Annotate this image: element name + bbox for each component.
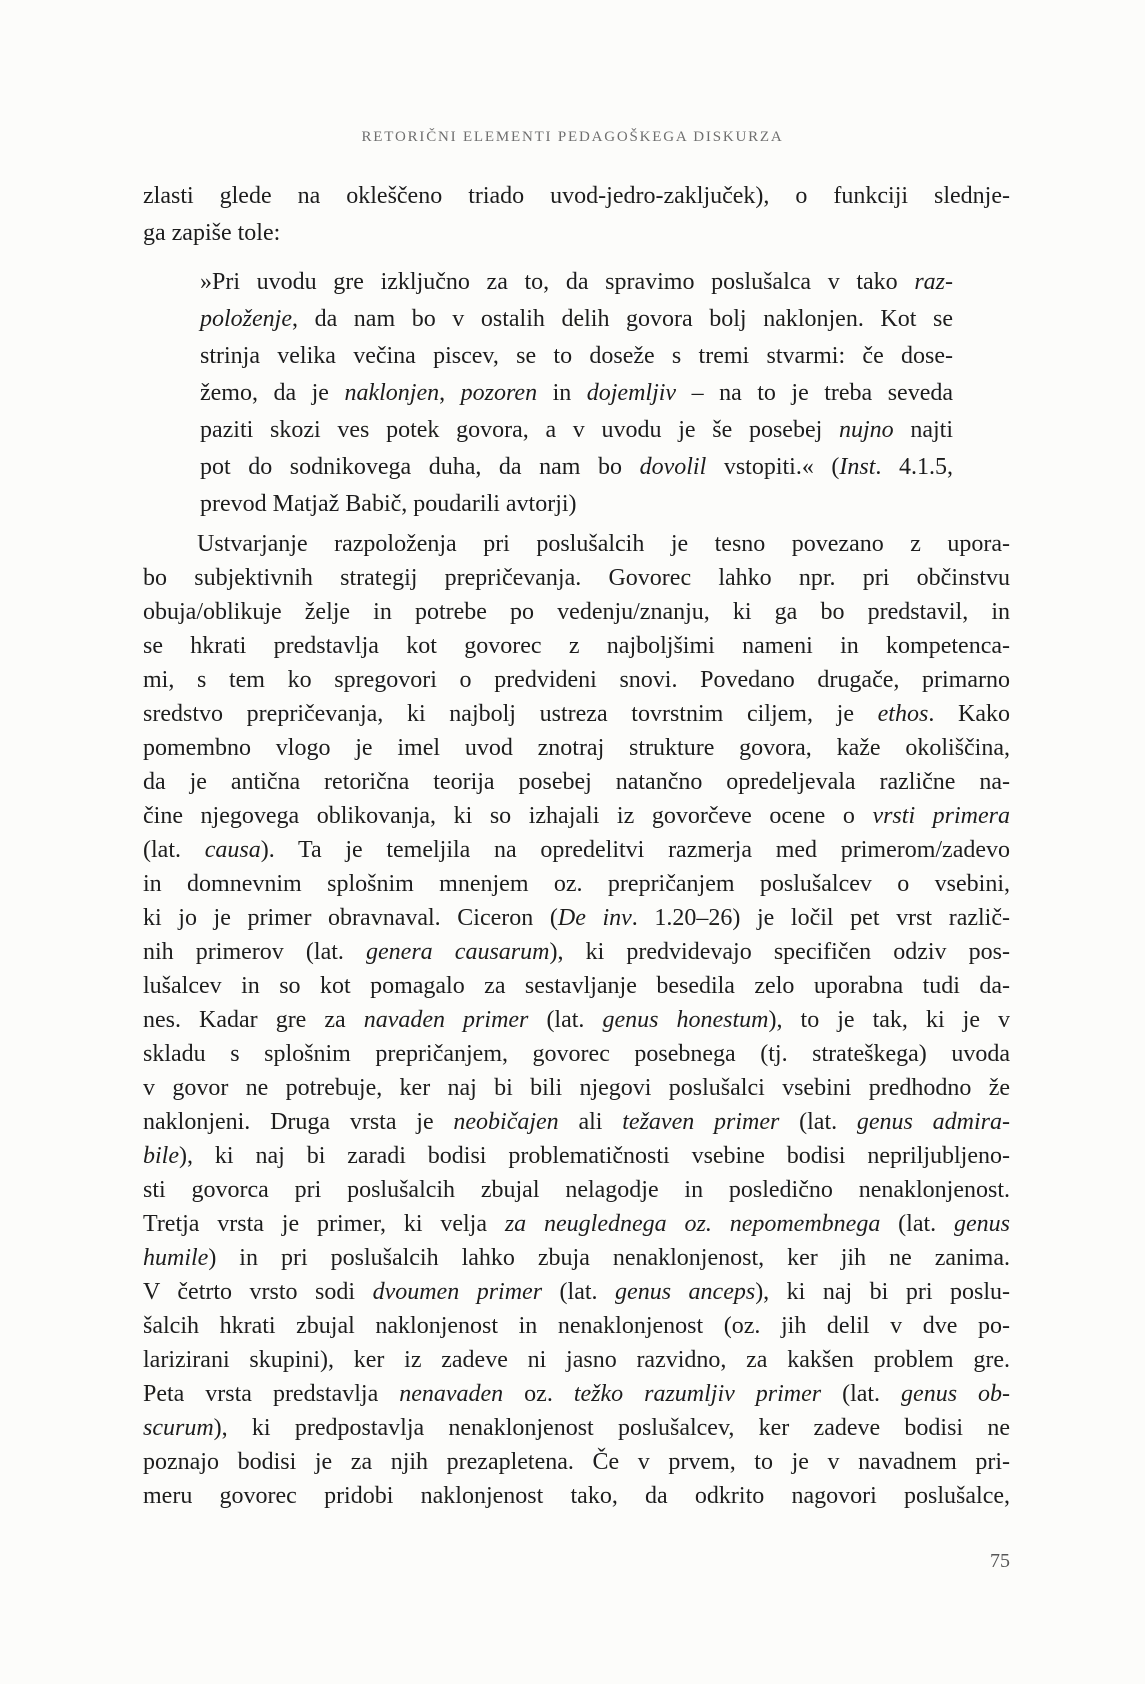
- text-line: skladu s splošnim prepričanjem, govorec posebnega (tj. strateškega) uvoda: [143, 1041, 1010, 1067]
- text-line: pomembno vlogo je imel uvod znotraj strukture govora, kaže okoliščina,: [143, 735, 1010, 761]
- text-line: obuja/oblikuje želje in potrebe po vedenju/znanju, ki ga bo predstavil, in: [143, 599, 1010, 625]
- text-line: pot do sodnikovega duha, da nam bo dovolil vstopiti.« (Inst. 4.1.5,: [200, 454, 953, 480]
- paragraph: [143, 178, 1010, 252]
- text-line: sti govorca pri poslušalcih zbujal nelagodje in posledično nenaklonjenost.: [143, 1177, 1010, 1203]
- running-header: RETORIČNI ELEMENTI PEDAGOŠKEGA DISKURZA: [361, 129, 784, 145]
- text-line: paziti skozi ves potek govora, a v uvodu je še posebej nujno najti: [200, 417, 954, 443]
- text-line: nes. Kadar gre za navaden primer (lat. genus honestum), to je tak, ki je v: [143, 1007, 1011, 1033]
- text-line: ki jo je primer obravnaval. Ciceron (De inv. 1.20–26) je ločil pet vrst različ-: [143, 905, 1010, 931]
- text-line: položenje, da nam bo v ostalih delih govora bolj naklonjen. Kot se: [200, 306, 953, 332]
- text-line: da je antična retorična teorija posebej natančno opredeljevala različne na-: [143, 769, 1010, 795]
- text-line: sredstvo prepričevanja, ki najbolj ustreza tovrstnim ciljem, je ethos. Kako: [143, 701, 1010, 727]
- text-line: lušalcev in so kot pomagalo za sestavljanje besedila zelo uporabna tudi da-: [143, 973, 1010, 999]
- text-line: ga zapiše tole:: [143, 220, 281, 246]
- text-line: čine njegovega oblikovanja, ki so izhajali iz govorčeve ocene o vrsti primera: [143, 803, 1011, 829]
- text-line: Ustvarjanje razpoloženja pri poslušalcih je tesno povezano z upora-: [197, 531, 1010, 557]
- text-line: humile) in pri poslušalcih lahko zbuja nenaklonjenost, ker jih ne zanima.: [143, 1245, 1010, 1271]
- text-line: scurum), ki predpostavlja nenaklonjenost poslušalcev, ker zadeve bodisi ne: [143, 1415, 1010, 1441]
- text-line: strinja velika večina piscev, se to doseže s tremi stvarmi: če dose-: [200, 343, 953, 369]
- text-line: prevod Matjaž Babič, poudarili avtorji): [200, 491, 577, 517]
- text-line: Tretja vrsta je primer, ki velja za neuglednega oz. nepomembnega (lat. genus: [143, 1211, 1011, 1237]
- text-line: V četrto vrsto sodi dvoumen primer (lat. genus anceps), ki naj bi pri poslu-: [143, 1279, 1011, 1305]
- text-line: »Pri uvodu gre izključno za to, da spravimo poslušalca v tako raz-: [200, 269, 953, 295]
- content: [143, 178, 1010, 1513]
- text-line: mi, s tem ko spregovori o predvideni snovi. Povedano drugače, primarno: [143, 667, 1010, 693]
- text-line: bo subjektivnih strategij prepričevanja. Govorec lahko npr. pri občinstvu: [143, 565, 1010, 591]
- text-line: naklonjeni. Druga vrsta je neobičajen ali težaven primer (lat. genus admira-: [143, 1109, 1010, 1135]
- text-line: žemo, da je naklonjen, pozoren in dojemljiv – na to je treba seveda: [200, 380, 954, 406]
- page-number: 75: [990, 1550, 1010, 1572]
- text-line: larizirani skupini), ker iz zadeve ni jasno razvidno, za kakšen problem gre.: [143, 1347, 1010, 1373]
- text-line: zlasti glede na okleščeno triado uvod-jedro-zaključek), o funkciji slednje-: [143, 183, 1010, 209]
- text-line: Peta vrsta predstavlja nenavaden oz. težko razumljiv primer (lat. genus ob-: [143, 1381, 1011, 1407]
- text-line: (lat. causa). Ta je temeljila na opredelitvi razmerja med primerom/zadevo: [143, 837, 1011, 863]
- text-line: in domnevnim splošnim mnenjem oz. prepričanjem poslušalcev o vsebini,: [143, 871, 1010, 897]
- text-line: nih primerov (lat. genera causarum), ki predvidevajo specifičen odziv pos-: [143, 939, 1011, 965]
- text-line: bile), ki naj bi zaradi bodisi problematičnosti vsebine bodisi nepriljubljeno-: [143, 1143, 1010, 1169]
- block-quote: [200, 264, 953, 523]
- text-line: poznajo bodisi je za njih prezapletena. Če v prvem, to je v navadnem pri-: [143, 1449, 1010, 1475]
- paragraph: [143, 527, 1010, 1513]
- text-line: meru govorec pridobi naklonjenost tako, da odkrito nagovori poslušalce,: [143, 1483, 1010, 1509]
- text-line: šalcih hkrati zbujal naklonjenost in nenaklonjenost (oz. jih delil v dve po-: [143, 1313, 1010, 1339]
- text-line: v govor ne potrebuje, ker naj bi bili njegovi poslušalci vsebini predhodno že: [143, 1075, 1010, 1101]
- text-line: se hkrati predstavlja kot govorec z najboljšimi nameni in kompetenca-: [143, 633, 1010, 659]
